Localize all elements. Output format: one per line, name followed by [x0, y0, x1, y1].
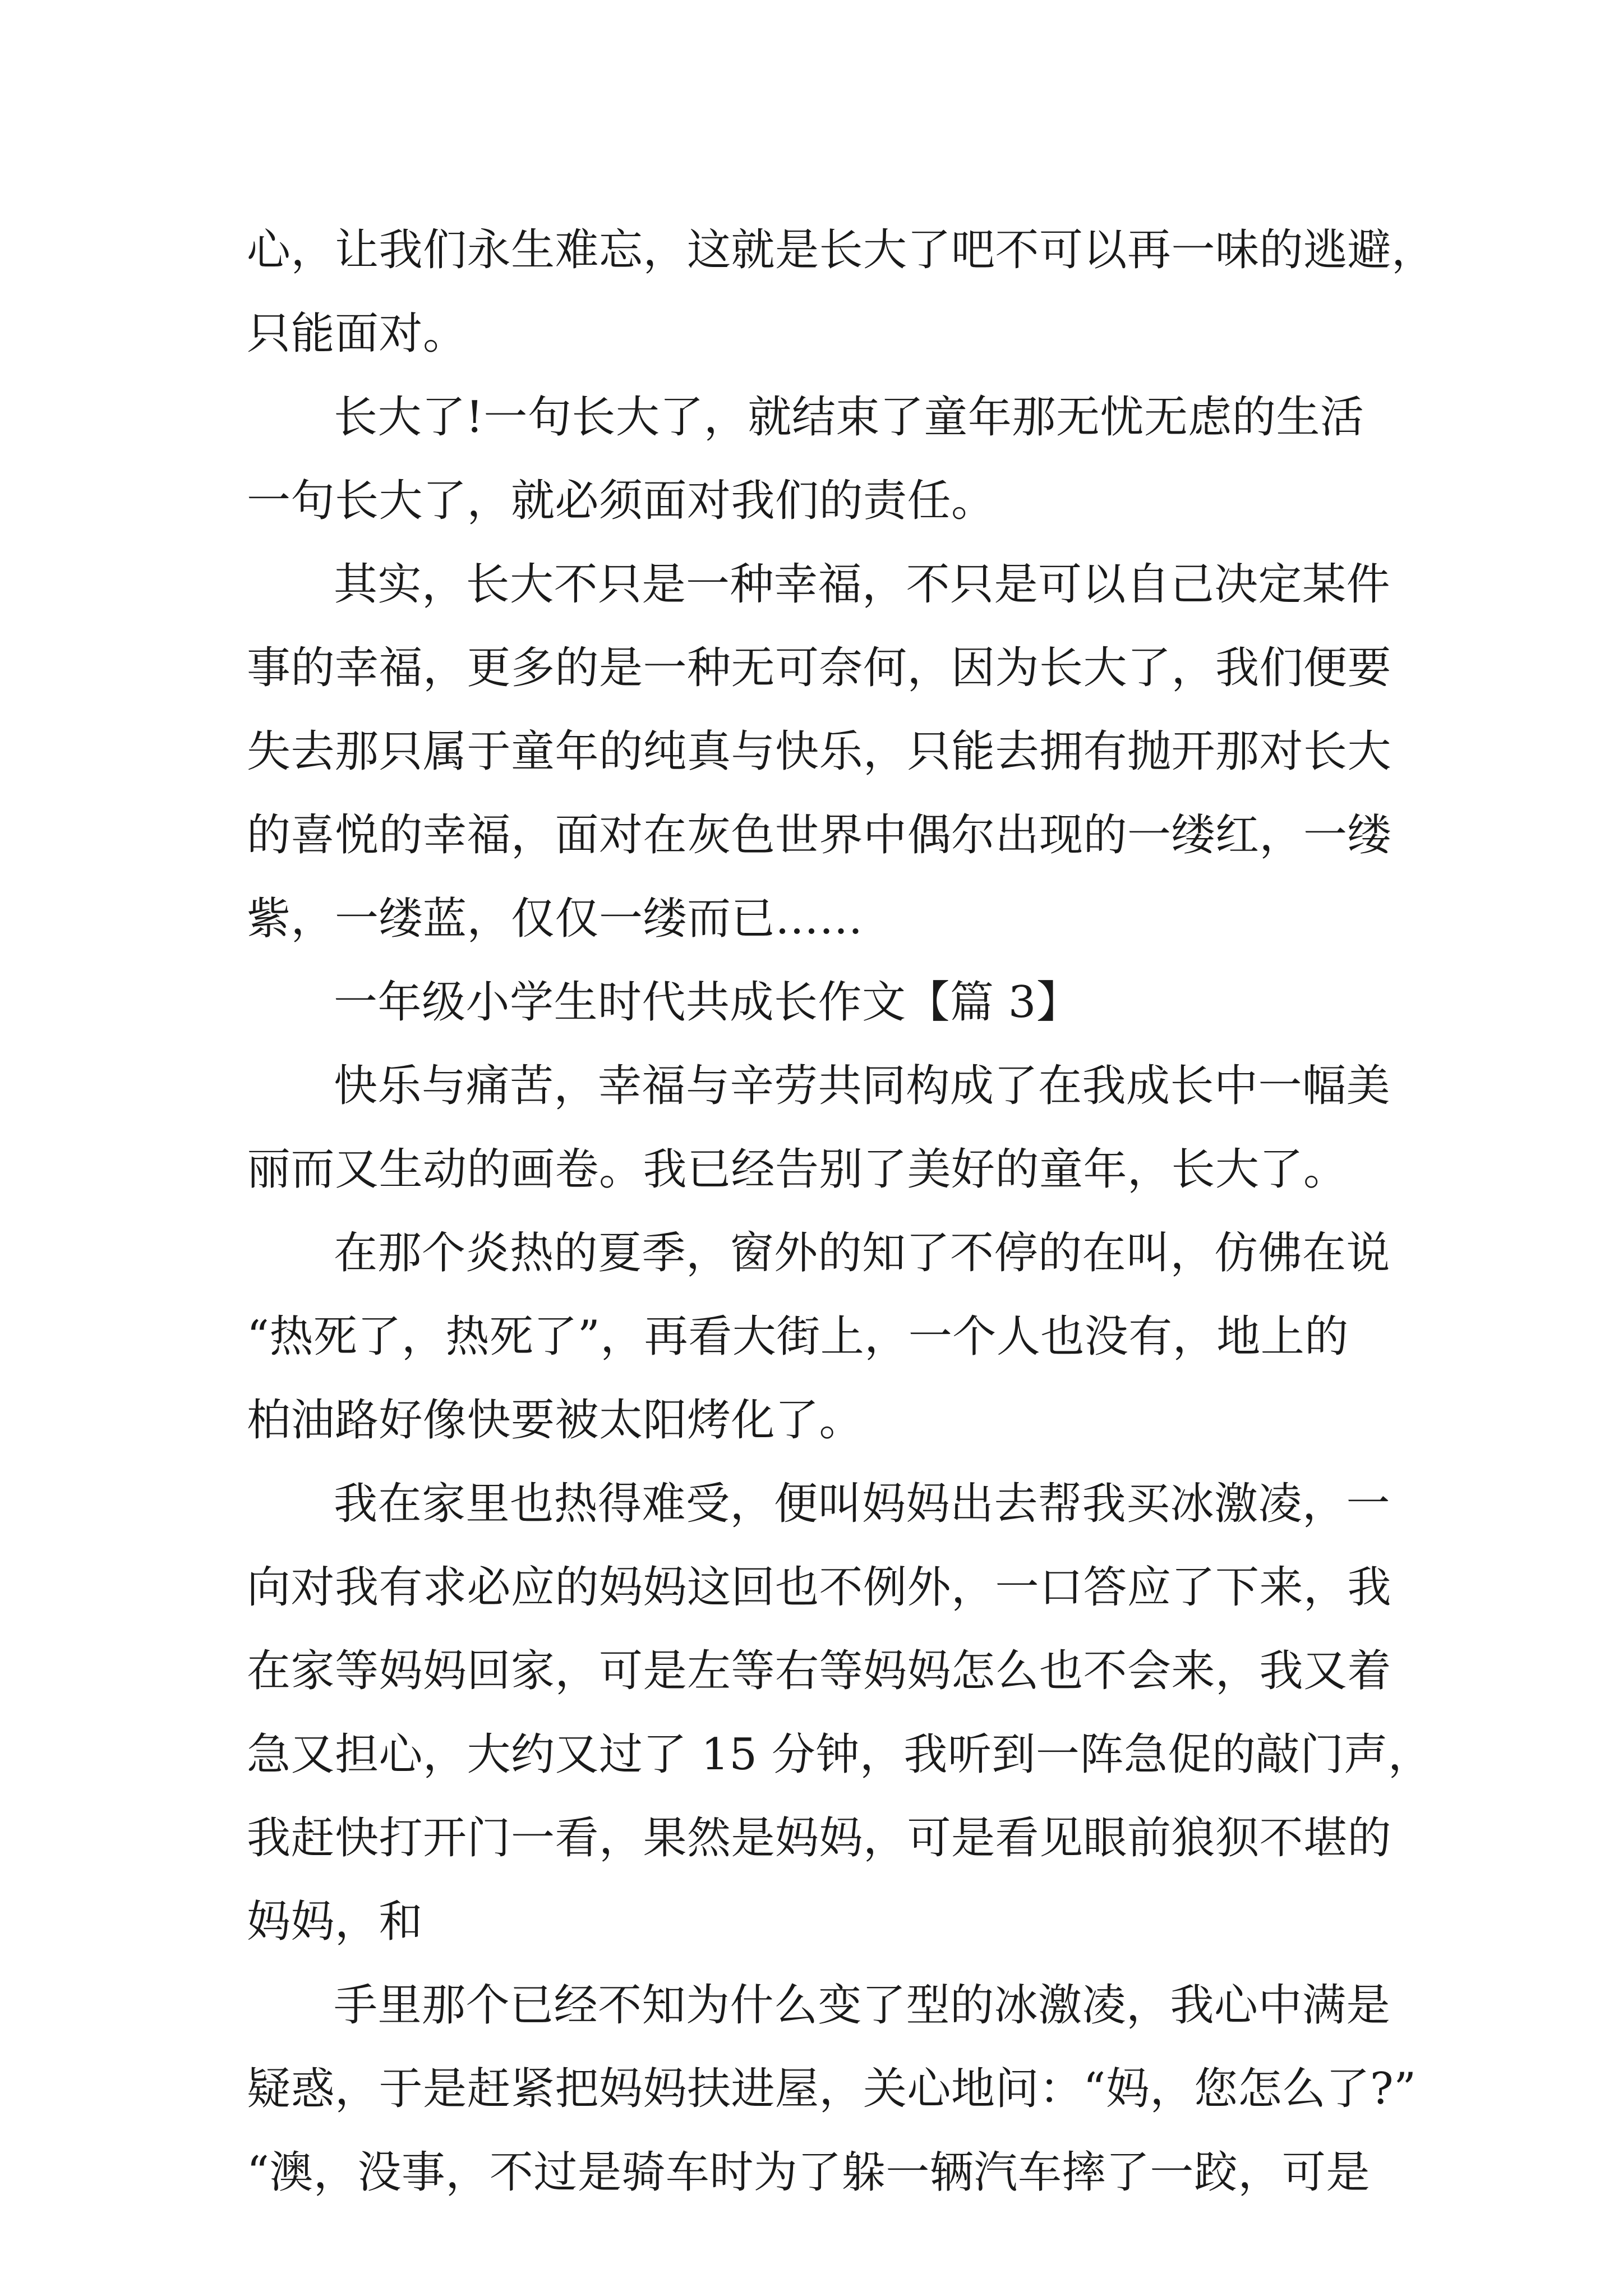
text-line: 其实，长大不只是一种幸福，不只是可以自己决定某件 — [334, 559, 1391, 610]
text-line: 丽而又生动的画卷。我已经告别了美好的童年，长大了。 — [247, 1144, 1348, 1195]
text-line: 柏油路好像快要被太阳烤化了。 — [247, 1395, 864, 1446]
text-line: 心，让我们永生难忘，这就是长大了吧不可以再一味的逃避， — [247, 225, 1436, 275]
text-line: 失去那只属于童年的纯真与快乐，只能去拥有抛开那对长大 — [247, 726, 1392, 777]
text-line: 长大了!一句长大了，就结束了童年那无忧无虑的生活 — [334, 392, 1364, 443]
text-line: “澳，没事，不过是骑车时为了躲一辆汽车摔了一跤，可是 — [247, 2147, 1370, 2198]
text-line: 手里那个已经不知为什么变了型的冰激凌，我心中满是 — [334, 1980, 1391, 2031]
text-line: 在家等妈妈回家，可是左等右等妈妈怎么也不会来，我又着 — [247, 1646, 1392, 1696]
text-line: 妈妈，和 — [247, 1897, 423, 1947]
section-heading: 一年级小学生时代共成长作文【篇 3】 — [334, 977, 1081, 1028]
text-line: 在那个炎热的夏季，窗外的知了不停的在叫，仿佛在说 — [334, 1228, 1391, 1278]
text-line: 我在家里也热得难受，便叫妈妈出去帮我买冰激凌，一 — [334, 1479, 1391, 1529]
text-line: 事的幸福，更多的是一种无可奈何，因为长大了，我们便要 — [247, 643, 1392, 693]
text-line: 的喜悦的幸福，面对在灰色世界中偶尔出现的一缕红，一缕 — [247, 810, 1392, 861]
text-line: “热死了，热死了”，再看大街上，一个人也没有，地上的 — [247, 1312, 1349, 1362]
text-line: 快乐与痛苦，幸福与辛劳共同构成了在我成长中一幅美 — [334, 1061, 1391, 1111]
text-line: 紫，一缕蓝，仅仅一缕而已…… — [247, 894, 864, 944]
text-line: 只能面对。 — [247, 309, 467, 359]
text-line: 向对我有求必应的妈妈这回也不例外，一口答应了下来，我 — [247, 1562, 1392, 1613]
text-line: 我赶快打开门一看，果然是妈妈，可是看见眼前狼狈不堪的 — [247, 1813, 1392, 1864]
text-line: 急又担心，大约又过了 15 分钟，我听到一阵急促的敲门声， — [247, 1729, 1432, 1780]
text-line: 一句长大了，就必须面对我们的责任。 — [247, 476, 995, 526]
text-line: 疑惑，于是赶紧把妈妈扶进屋，关心地问：“妈，您怎么了?” — [247, 2064, 1417, 2114]
